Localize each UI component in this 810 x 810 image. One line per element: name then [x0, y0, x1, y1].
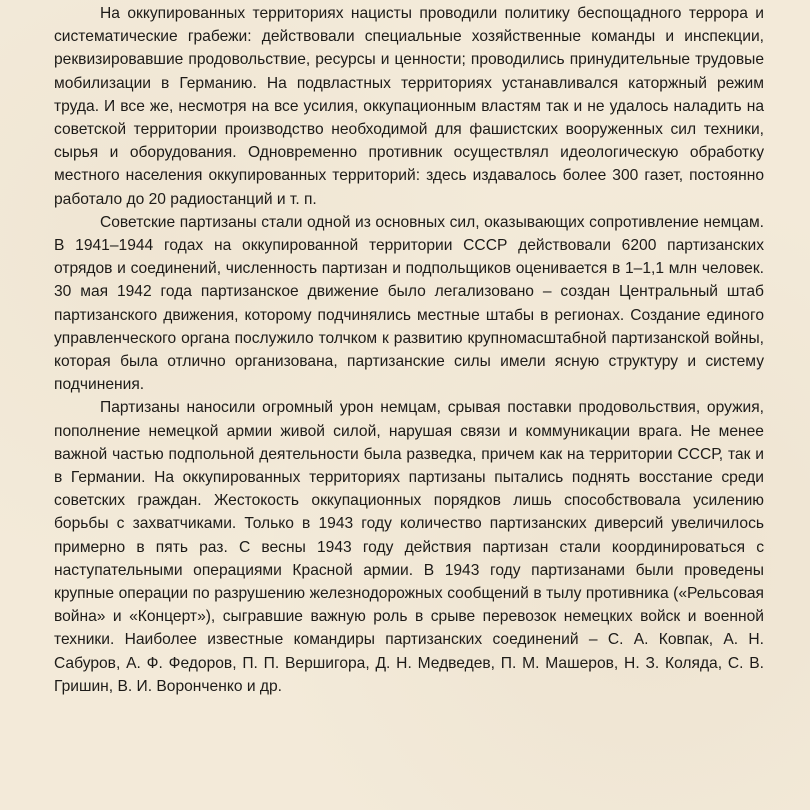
paragraph-partisan-forces: Советские партизаны стали одной из основных сил, оказывающих сопротивление немцам. В 1941–1944 годах на оккупированной территории СССР действовали 6200 партизанских отрядов и соединений, численность партизан и подпольщиков оценивается в 1–1,1 млн человек. 30 мая 1942 года партизанское движение было легализовано – создан Центральный штаб партизанского движения, которому подчинялись местные штабы в регионах. Создание единого управленческого органа послужило толчком к развитию крупномасштабной партизанской войны, которая была отлично организована, партизанские силы имели ясную структуру и систему подчинения. — [54, 213, 764, 394]
paragraph-occupation-policy: На оккупированных территориях нацисты проводили политику беспощадного террора и систематические грабежи: действовали специальные хозяйственные команды и инспекции, реквизировавшие продовольствие, ресурсы и ценности; проводились принудительные трудовые мобилизации в Германию. На подвластных территориях устанавливался каторжный режим труда. И все же, несмотря на все усилия, оккупационным властям так и не удалось наладить на советской территории производство необходимой для фашистских вооруженных сил техники, сырья и оборудования. Одновременно противник осуществлял идеологическую обработку местного населения оккупированных территорий: здесь издавалось более 300 газет, постоянно работало до 20 радиостанций и т. п. — [54, 5, 764, 208]
paragraph-partisan-operations: Партизаны наносили огромный урон немцам, срывая поставки продовольствия, оружия, пополнение немецкой армии живой силой, нарушая связи и коммуникации врага. Не менее важной частью подпольной деятельности была разведка, причем как на территории СССР, так и в Германии. На оккупированных территориях партизаны пытались поднять восстание среди советских граждан. Жестокость оккупационных порядков лишь способствовала усилению борьбы с захватчиками. Только в 1943 году количество партизанских диверсий увеличилось примерно в пять раз. С весны 1943 году действия партизан стали координироваться с наступательными операциями Красной армии. В 1943 году партизанами были проведены крупные операции по разрушению железнодорожных сообщений в тылу противника («Рельсовая война» и «Концерт»), сыгравшие важную роль в срыве перевозок немецких войск и военной техники. Наиболее известные командиры партизанских соединений – С. А. Ковпак, А. Н. Сабуров, А. Ф. Федоров, П. П. Вершигора, Д. Н. Медведев, П. М. Машеров, Н. З. Коляда, С. В. Гришин, В. И. Воронченко и др. — [54, 399, 764, 695]
